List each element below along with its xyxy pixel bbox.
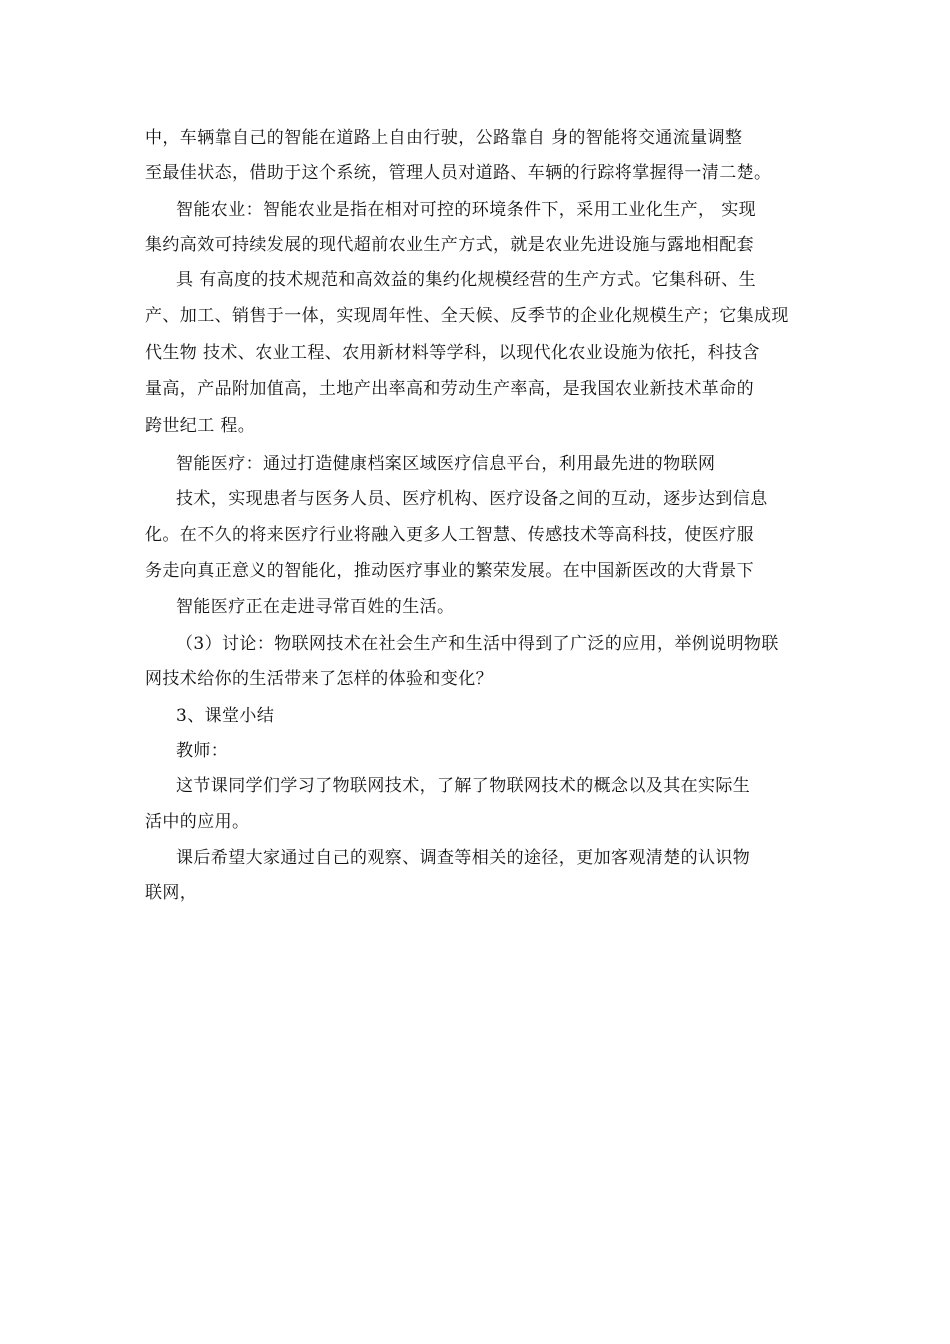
text-line: 务走向真正意义的智能化，推动医疗事业的繁荣发展。在中国新医改的大背景下	[145, 561, 754, 581]
paragraph-smart-agriculture: 智能农业：智能农业是指在相对可控的环境条件下，采用工业化生产， 实现	[176, 200, 757, 220]
text-line: 跨世纪工 程。	[145, 416, 256, 436]
text-line: 网技术给你的生活带来了怎样的体验和变化？	[145, 669, 493, 689]
section-heading-summary: 3、课堂小结	[176, 706, 275, 726]
paragraph-discussion: （3）讨论：物联网技术在社会生产和生活中得到了广泛的应用，举例说明物联	[176, 634, 779, 654]
text-line: 中，车辆靠自己的智能在道路上自由行驶，公路靠自 身的智能将交通流量调整	[145, 128, 743, 148]
text-line: 具 有高度的技术规范和高效益的集约化规模经营的生产方式。它集科研、生	[176, 270, 757, 290]
speaker-label-teacher: 教师：	[176, 741, 229, 761]
paragraph-smart-healthcare: 智能医疗：通过打造健康档案区域医疗信息平台，利用最先进的物联网	[176, 454, 716, 474]
paragraph-homework: 课后希望大家通过自己的观察、调查等相关的途径，更加客观清楚的认识物	[176, 848, 751, 868]
text-line: 活中的应用。	[145, 812, 250, 832]
text-line: 量高，产品附加值高，土地产出率高和劳动生产率高，是我国农业新技术革命的	[145, 379, 754, 399]
text-line: 智能医疗正在走进寻常百姓的生活。	[176, 597, 455, 617]
text-line: 化。在不久的将来医疗行业将融入更多人工智慧、传感技术等高科技，使医疗服	[145, 525, 754, 545]
text-line: 产、加工、销售于一体，实现周年性、全天候、反季节的企业化规模生产；它集成现	[145, 306, 789, 326]
text-line: 技术，实现患者与医务人员、医疗机构、医疗设备之间的互动，逐步达到信息	[176, 489, 768, 509]
text-line: 集约高效可持续发展的现代超前农业生产方式，就是农业先进设施与露地相配套	[145, 235, 754, 255]
paragraph-teacher-summary: 这节课同学们学习了物联网技术，了解了物联网技术的概念以及其在实际生	[176, 776, 751, 796]
text-line: 联网，	[145, 883, 198, 903]
text-line: 至最佳状态，借助于这个系统，管理人员对道路、车辆的行踪将掌握得一清二楚。	[145, 163, 772, 183]
text-line: 代生物 技术、农业工程、农用新材料等学科，以现代化农业设施为依托，科技含	[145, 343, 760, 363]
